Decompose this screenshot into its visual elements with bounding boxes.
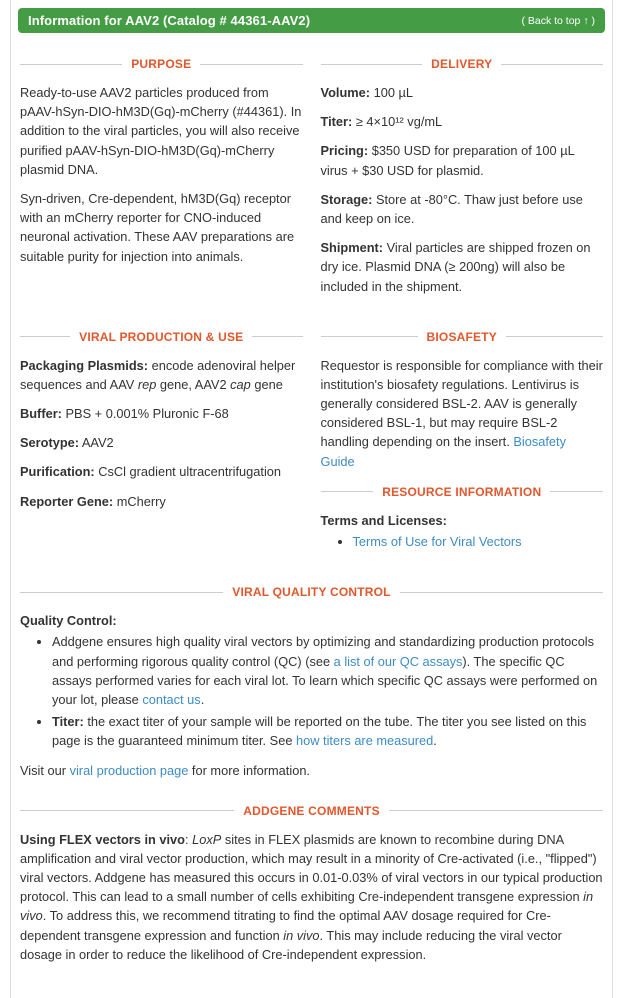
section-resource-information (321, 485, 604, 551)
section-heading-label: PURPOSE (131, 57, 192, 71)
text-span: the exact titer of your sample will be reported on the tube. The titer you see listed on this page is the guaranteed minimum titer. See (52, 714, 587, 749)
back-to-top-link[interactable] (521, 15, 595, 27)
production-reporter-gene (20, 492, 303, 511)
delivery-pricing (321, 141, 604, 179)
text-span: Titer: (320, 114, 353, 130)
production-purification (20, 462, 303, 481)
section-heading-resource-information (321, 485, 604, 499)
section-biosafety (321, 330, 604, 471)
text-span: Visit our (20, 762, 70, 778)
quality-control-footer (20, 761, 603, 780)
text-span: Reporter Gene: (20, 493, 114, 509)
delivery-volume (321, 83, 604, 102)
section-heading-label: BIOSAFETY (426, 329, 497, 344)
two-column-area (18, 33, 605, 561)
text-span: rep (137, 376, 157, 392)
text-span: Store at -80°C. Thaw just before use and keep on ice. (320, 191, 583, 226)
production-buffer (20, 404, 303, 423)
text-span: Pricing: (320, 143, 369, 159)
section-addgene-comments (18, 804, 605, 964)
text-link[interactable]: viral production page (69, 762, 189, 778)
terms-and-licenses-label: Terms and Licenses: (320, 512, 447, 528)
delivery-shipment (321, 238, 604, 296)
text-span: Titer: (52, 714, 84, 730)
text-span: Viral particles are shipped frozen on dry ice. Plasmid DNA (≥ 200ng) will also be included in the shipment. (320, 240, 591, 294)
text-span: Ready-to-use AAV2 particles produced from pAAV-hSyn-DIO-hM3D(Gq)-mCherry (#44361). In addition to the viral particles, you will also receive purified pAAV-hSyn-DIO-hM3D(Gq)-mCherry plasmid DNA. (20, 85, 302, 177)
section-heading-biosafety (321, 330, 604, 344)
up-arrow-icon: ↑ (583, 14, 589, 27)
section-purpose (20, 33, 303, 306)
text-span: Requestor is responsible for compliance with their institution's biosafety regulations. Lentivirus is generally considered BSL-2. AAV is generally considered BSL-1, but may require BSL-2 handling depending on the insert. (320, 357, 603, 450)
text-span: sites in FLEX plasmids are known to recombine during DNA amplification and viral vector production, which may result in a minority of Cre-activated (i.e., "flipped") viral vectors. Addgene has measured this occurs in 0.01-0.03% of viral vectors in our typical production protocol. This can lead to a small number of cells exhibiting Cre-independent transgene expression (20, 831, 603, 905)
heading-divider-left (20, 810, 234, 811)
text-span: ≥ 4×10¹² vg/mL (352, 114, 443, 130)
quality-control-list (20, 632, 603, 750)
text-span: for more information. (188, 762, 310, 778)
text-span: gene (250, 376, 283, 392)
text-span: Addgene ensures high quality viral vectors by optimizing and standardizing production protocols and performing rigorous quality control (QC) (see (52, 634, 595, 669)
section-heading-viral-quality-control (20, 585, 603, 599)
text-span: Using FLEX vectors in vivo (20, 831, 185, 847)
quality-control-label: Quality Control: (20, 613, 117, 629)
text-span: Purification: (20, 464, 95, 480)
terms-list (321, 532, 604, 551)
text-link[interactable]: a list of our QC assays (333, 653, 463, 669)
text-span: . (200, 691, 205, 707)
text-span: Syn-driven, Cre-dependent, hM3D(Gq) receptor with an mCherry reporter for CNO-induced neuronal activation. These AAV preparations are suitable purity for injection into animals. (20, 190, 295, 264)
heading-divider-left (321, 336, 418, 337)
text-span: CsCl gradient ultracentrifugation (94, 464, 282, 480)
list-item (52, 632, 603, 709)
heading-divider-left (321, 491, 374, 492)
section-heading-purpose (20, 57, 303, 71)
purpose-paragraph (20, 83, 303, 179)
heading-divider-right (200, 64, 302, 65)
text-span: : (184, 831, 193, 847)
section-heading-viral-production (20, 330, 303, 344)
text-span: cap (230, 376, 251, 392)
text-span: Storage: (320, 191, 373, 207)
heading-divider-left (20, 64, 122, 65)
text-span: . To address this, we recommend titrating to find the optimal AAV dosage required for Cre-dependent transgene expression and function (20, 908, 551, 943)
text-span: 100 µL (370, 85, 413, 100)
text-span: $350 USD for preparation of 100 µL virus + $30 USD for plasmid. (320, 143, 575, 178)
right-column-lower (321, 306, 604, 562)
text-span: . (433, 733, 437, 749)
text-span: LoxP (192, 831, 222, 847)
heading-divider-left (20, 336, 70, 337)
text-span: Volume: (320, 85, 371, 100)
section-viral-production (20, 306, 303, 562)
text-span: ). The specific QC assays performed varies for each viral lot. To learn which specific QC assays were performed on your lot, please (52, 653, 598, 707)
purpose-paragraph (20, 189, 303, 266)
text-span: PBS + 0.001% Pluronic F-68 (61, 406, 229, 422)
heading-divider-left (20, 592, 223, 593)
section-heading-label: DELIVERY (431, 57, 493, 71)
text-span: Serotype: (20, 435, 80, 451)
delivery-titer (321, 112, 604, 131)
page-container (10, 0, 613, 998)
text-span: Shipment: (320, 240, 384, 256)
biosafety-paragraph (321, 356, 604, 471)
section-delivery (321, 33, 604, 306)
production-packaging-plasmids (20, 356, 303, 394)
text-span: . This may include reducing the viral vector dosage in order to reduce the likelihood of Cre-independent expression. (20, 927, 562, 962)
heading-divider-right (252, 336, 302, 337)
heading-divider-right (506, 336, 603, 337)
text-span: in vivo (20, 889, 594, 924)
section-heading-label: RESOURCE INFORMATION (382, 484, 542, 499)
section-heading-label: VIRAL PRODUCTION & USE (79, 329, 244, 344)
text-link[interactable]: Biosafety Guide (320, 434, 566, 469)
production-serotype (20, 433, 303, 452)
text-span: AAV2 (79, 435, 114, 451)
section-heading-addgene-comments (20, 804, 603, 818)
heading-divider-right (400, 592, 603, 593)
text-span: in vivo (283, 927, 320, 943)
addgene-comments-paragraph (20, 830, 603, 964)
back-to-top-prefix: ( Back to top (521, 14, 584, 27)
text-span: encode adenoviral helper sequences and AAV (20, 357, 296, 392)
section-heading-label: VIRAL QUALITY CONTROL (232, 585, 391, 600)
heading-divider-right (389, 810, 603, 811)
text-link[interactable]: Terms of Use for Viral Vectors (352, 534, 522, 549)
text-link[interactable]: how titers are measured (296, 733, 434, 749)
heading-divider-right (501, 64, 603, 65)
text-span: mCherry (113, 493, 166, 509)
text-link[interactable]: contact us (142, 691, 201, 707)
delivery-storage (321, 190, 604, 228)
section-viral-quality-control (18, 585, 605, 780)
info-header-bar (18, 8, 605, 33)
list-item (353, 532, 604, 551)
text-span: Buffer: (20, 406, 62, 422)
section-heading-delivery (321, 57, 604, 71)
list-item (52, 712, 603, 750)
heading-divider-right (550, 491, 603, 492)
page-title: Information for AAV2 (Catalog # 44361-AAV2) (28, 13, 311, 28)
section-heading-label: ADDGENE COMMENTS (243, 803, 380, 818)
back-to-top-suffix: ) (588, 14, 595, 27)
text-span: gene, AAV2 (156, 376, 231, 392)
text-span: Packaging Plasmids: (20, 357, 149, 373)
heading-divider-left (321, 64, 423, 65)
